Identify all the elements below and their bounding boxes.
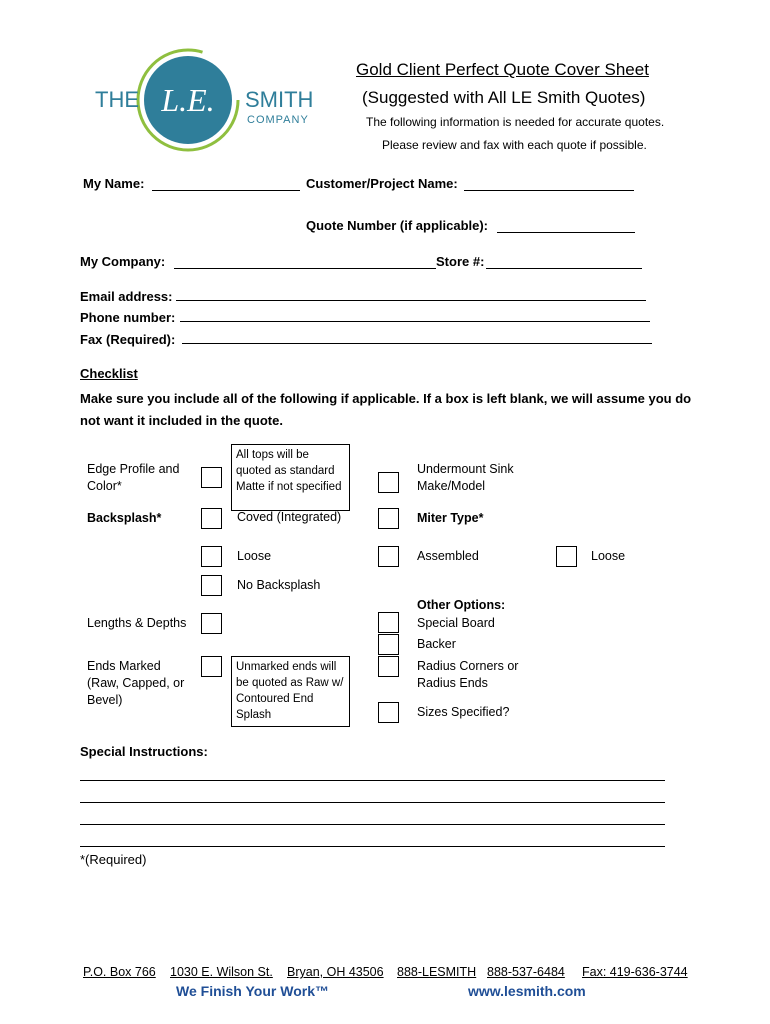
footer-street: 1030 E. Wilson St. [170, 965, 273, 979]
checklist-title: Checklist [80, 366, 138, 381]
my-company-field[interactable] [174, 268, 436, 269]
header-note-2: Please review and fax with each quote if possible. [382, 138, 647, 152]
sizes-specified-label: Sizes Specified? [417, 705, 510, 719]
store-field[interactable] [486, 268, 642, 269]
footer-city: Bryan, OH 43506 [287, 965, 384, 979]
quote-number-field[interactable] [497, 232, 635, 233]
backer-checkbox[interactable] [378, 634, 399, 655]
special-instructions-line-4[interactable] [80, 846, 665, 847]
fax-field[interactable] [182, 343, 652, 344]
ends-marked-label: Ends Marked (Raw, Capped, or Bevel) [87, 659, 185, 707]
backer-label: Backer [417, 637, 456, 651]
miter-type-checkbox[interactable] [378, 508, 399, 529]
logo-company-text: COMPANY [247, 114, 309, 126]
quote-number-label: Quote Number (if applicable): [306, 218, 489, 233]
special-instructions-line-2[interactable] [80, 802, 665, 803]
sizes-specified-checkbox[interactable] [378, 702, 399, 723]
page-subtitle: (Suggested with All LE Smith Quotes) [362, 88, 646, 107]
undermount-sink-label: Undermount Sink Make/Model [417, 462, 514, 493]
footer-po-box: P.O. Box 766 [83, 965, 156, 979]
edge-profile-label: Edge Profile and Color* [87, 462, 180, 493]
fax-label: Fax (Required): [80, 332, 176, 347]
page-title: Gold Client Perfect Quote Cover Sheet [356, 60, 649, 79]
company-logo [95, 45, 325, 155]
all-tops-note: All tops will be quoted as standard Matte if not specified [231, 444, 350, 511]
special-instructions-line-3[interactable] [80, 824, 665, 825]
coved-checkbox[interactable] [201, 508, 222, 529]
coved-label: Coved (Integrated) [237, 510, 342, 524]
miter-type-label: Miter Type* [417, 511, 484, 525]
checklist-instructions: Make sure you include all of the following if applicable. If a box is left blank, we will assume you do not want it included in the quote. [80, 391, 692, 428]
my-name-field[interactable] [152, 190, 300, 191]
undermount-sink-checkbox[interactable] [378, 472, 399, 493]
required-note: *(Required) [80, 852, 147, 867]
unmarked-ends-note: Unmarked ends will be quoted as Raw w/ Contoured End Splash [231, 656, 350, 727]
footer-tagline: We Finish Your Work™ [176, 983, 329, 999]
special-board-label: Special Board [417, 616, 495, 630]
header-note-1: The following information is needed for accurate quotes. [366, 115, 665, 129]
loose-backsplash-label: Loose [237, 549, 272, 563]
radius-corners-checkbox[interactable] [378, 656, 399, 677]
customer-project-field[interactable] [464, 190, 634, 191]
logo-initials: L.E. [161, 82, 215, 118]
email-field[interactable] [176, 300, 646, 301]
footer-website-link[interactable]: www.lesmith.com [468, 983, 586, 999]
loose-miter-checkbox[interactable] [556, 546, 577, 567]
assembled-label: Assembled [417, 549, 479, 563]
other-options-label: Other Options: [417, 598, 506, 612]
lengths-depths-label: Lengths & Depths [87, 616, 187, 630]
radius-corners-label: Radius Corners or Radius Ends [417, 659, 519, 690]
special-board-checkbox[interactable] [378, 612, 399, 633]
footer-fax: Fax: 419-636-3744 [582, 965, 688, 979]
ends-marked-checkbox[interactable] [201, 656, 222, 677]
lengths-depths-checkbox[interactable] [201, 613, 222, 634]
my-name-label: My Name: [83, 176, 145, 191]
footer-phone-1: 888-LESMITH [397, 965, 477, 979]
phone-field[interactable] [180, 321, 650, 322]
footer-phone-2: 888-537-6484 [487, 965, 565, 979]
phone-label: Phone number: [80, 310, 176, 325]
email-label: Email address: [80, 289, 173, 304]
loose-miter-label: Loose [591, 549, 626, 563]
my-company-label: My Company: [80, 254, 166, 269]
no-backsplash-checkbox[interactable] [201, 575, 222, 596]
special-instructions-label: Special Instructions: [80, 744, 208, 759]
loose-backsplash-checkbox[interactable] [201, 546, 222, 567]
logo-the-text: THE [95, 87, 139, 112]
special-instructions-line-1[interactable] [80, 780, 665, 781]
no-backsplash-label: No Backsplash [237, 578, 321, 592]
logo-smith-text: SMITH [245, 87, 314, 112]
edge-profile-checkbox[interactable] [201, 467, 222, 488]
backsplash-label: Backsplash* [87, 511, 162, 525]
customer-project-label: Customer/Project Name: [306, 176, 458, 191]
store-label: Store #: [436, 254, 485, 269]
assembled-checkbox[interactable] [378, 546, 399, 567]
